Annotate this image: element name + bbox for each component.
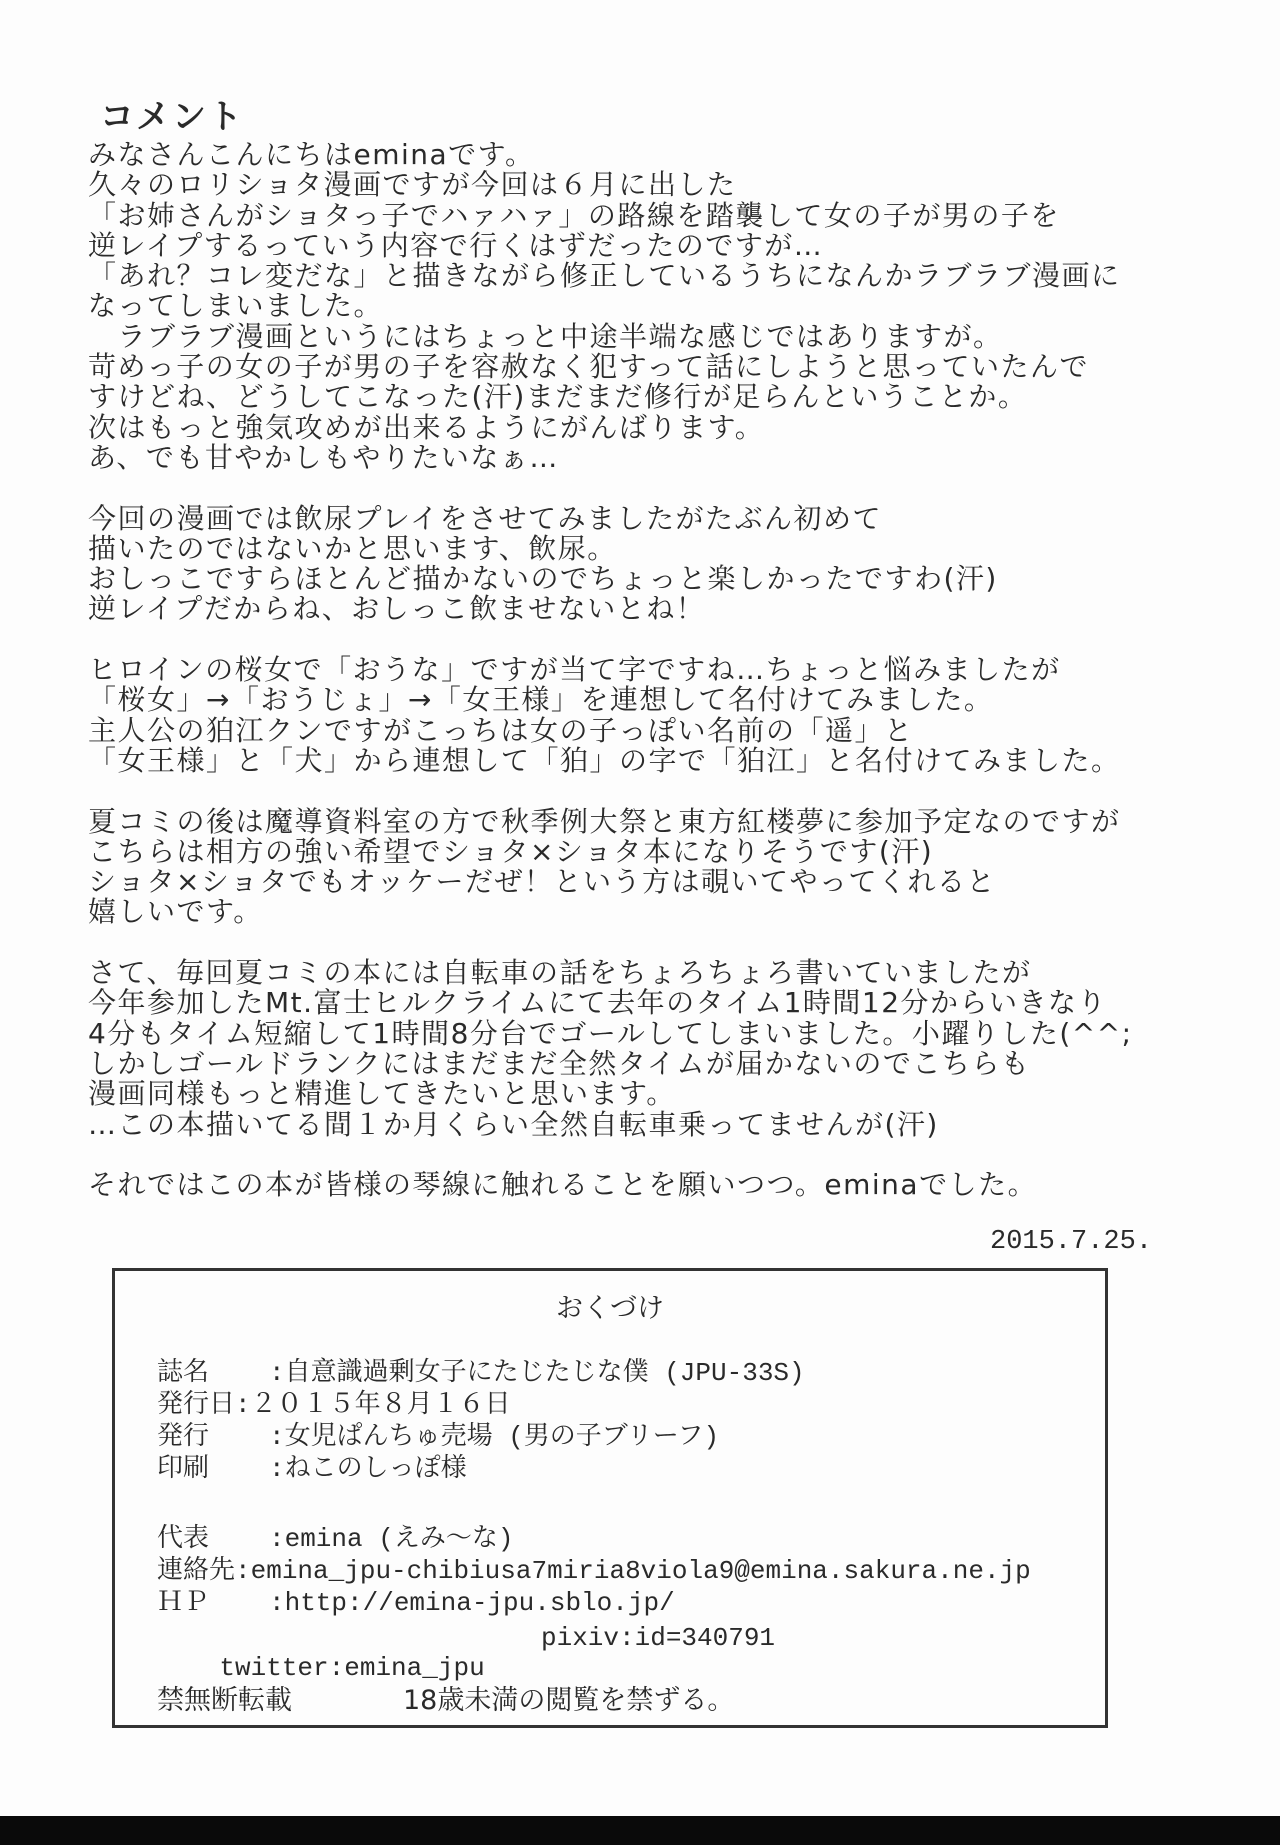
- comment-line: 「桜女」→「おうじょ」→「女王様」を連想して名付けてみました。: [88, 683, 994, 717]
- colophon-label: 発行日: [157, 1389, 236, 1419]
- colophon-value: :自意識過剰女子にたじたじな僕 (JPU-33S): [269, 1358, 805, 1388]
- scan-edge-bar: [0, 1816, 1280, 1845]
- comment-line: みなさんこんにちはeminaです。: [88, 138, 535, 171]
- comment-line: 「あれ？コレ変だな」と描きながら修正しているうちになんかラブラブ漫画に: [88, 259, 1121, 293]
- age-restriction-notice: 18歳未満の閲覧を禁ずる。: [403, 1685, 735, 1716]
- comment-line: あ、でも甘やかしもやりたいなぁ…: [88, 440, 559, 474]
- comment-line: しかしゴールドランクにはまだまだ全然タイムが届かないのでこちらも: [88, 1046, 1031, 1080]
- comment-line: 今回の漫画では飲尿プレイをさせてみましたがたぶん初めて: [88, 501, 882, 535]
- colophon-row: [157, 1523, 513, 1553]
- colophon-label: ＨＰ: [157, 1587, 210, 1617]
- blank-line: [88, 625, 1208, 655]
- colophon-value: :２０１５年８月１６日: [235, 1390, 511, 1420]
- comment-line: ショタ×ショタでもオッケーだぜ！という方は覗いてやってくれると: [88, 865, 997, 899]
- colophon-row: [157, 1421, 719, 1451]
- colophon-sns-row: [157, 1623, 776, 1683]
- comment-line: ラブラブ漫画というにはちょっと中途半端な感じではありますが。: [88, 319, 1003, 353]
- colophon-value: :http://emina-jpu.sblo.jp/: [269, 1588, 675, 1618]
- comment-line: 夏コミの後は魔導資料室の方で秋季例大祭と東方紅楼夢に参加予定なのですが: [88, 804, 1121, 838]
- comment-line: 嬉しいです。: [88, 895, 263, 929]
- comment-line: 苛めっ子の女の子が男の子を容赦なく犯すって話にしようと思っていたんで: [88, 350, 1090, 384]
- comment-line: すけどね、どうしてこなった(汗)まだまだ修行が足らんということか。: [88, 380, 1028, 414]
- colophon-value: :emina_jpu-chibiusa7miria8viola9@emina.sakura.ne.jp: [235, 1556, 1031, 1586]
- colophon-row: [157, 1453, 467, 1483]
- comment-line: こちらは相方の強い希望でショタ×ショタ本になりそうです(汗): [88, 834, 934, 868]
- comment-line: さて、毎回夏コミの本には自転車の話をちょろちょろ書いていましたが: [88, 956, 1032, 990]
- colophon-label: 誌名: [157, 1357, 210, 1387]
- colophon-value: :ねこのしっぽ様: [269, 1454, 467, 1484]
- colophon-title: おくづけ: [556, 1293, 664, 1324]
- colophon-value: :emina (えみ～な): [269, 1524, 514, 1554]
- blank-line: [88, 473, 1208, 503]
- colophon-row: [157, 1389, 511, 1419]
- comment-line: 描いたのではないかと思います、飲尿。: [88, 531, 617, 565]
- blank-line: [88, 776, 1208, 806]
- comment-line: 「お姉さんがショタっ子でハァハァ」の路線を踏襲して女の子が男の子を: [88, 198, 1060, 232]
- twitter-handle: twitter:emina_jpu: [219, 1653, 485, 1683]
- comment-line: 「女王様」と「犬」から連想して「狛」の字で「狛江」と名付けてみました。: [88, 743, 1121, 777]
- comment-line: それではこの本が皆様の琴線に触れることを願いつつ。eminaでした。: [88, 1168, 1038, 1202]
- comment-heading: コメント: [100, 97, 244, 137]
- comment-line: 久々のロリショタ漫画ですが今回は６月に出した: [88, 168, 737, 202]
- comment-line: 次はもっと強気攻めが出来るようにがんばります。: [88, 410, 765, 444]
- comment-line: なってしまいました。: [88, 289, 384, 323]
- blank-line: [88, 1140, 1208, 1170]
- colophon-row: [157, 1555, 1031, 1585]
- colophon-label: 印刷: [157, 1453, 210, 1483]
- pixiv-id: pixiv:id=340791: [541, 1623, 776, 1653]
- comment-date: 2015.7.25.: [990, 1227, 1153, 1257]
- comment-body: [88, 140, 1208, 1200]
- colophon-row: [157, 1587, 675, 1617]
- comment-line: 逆レイプだからね、おしっこ飲ませないとね！: [88, 592, 706, 626]
- comment-line: …この本描いてる間１か月くらい全然自転車乗ってませんが(汗): [88, 1107, 939, 1141]
- no-reprint-notice: 禁無断転載: [157, 1685, 292, 1716]
- colophon-label: 代表: [157, 1523, 210, 1553]
- comment-line: 今年参加したMt.富士ヒルクライムにて去年のタイム1時間12分からいきなり: [88, 986, 1108, 1020]
- colophon-row: [157, 1357, 805, 1387]
- comment-line: 4分もタイム短縮して1時間8分台でゴールしてしまいました。小躍りした(^^;: [88, 1016, 1133, 1050]
- colophon-box: [112, 1268, 1108, 1728]
- colophon-value: :女児ぱんちゅ売場 (男の子ブリーフ): [269, 1422, 720, 1452]
- colophon-label: 連絡先: [157, 1555, 236, 1585]
- comment-line: 逆レイプするっていう内容で行くはずだったのですが…: [88, 228, 824, 262]
- comment-line: 主人公の狛江クンですがこっちは女の子っぽい名前の「遥」と: [88, 713, 914, 747]
- comment-line: おしっこですらほとんど描かないのでちょっと楽しかったですわ(汗): [88, 562, 998, 596]
- colophon-label: 発行: [157, 1421, 210, 1451]
- blank-line: [88, 928, 1208, 958]
- comment-line: ヒロインの桜女で「おうな」ですが当て字ですね…ちょっと悩みましたが: [88, 653, 1061, 687]
- comment-line: 漫画同様もっと精進してきたいと思います。: [88, 1077, 676, 1111]
